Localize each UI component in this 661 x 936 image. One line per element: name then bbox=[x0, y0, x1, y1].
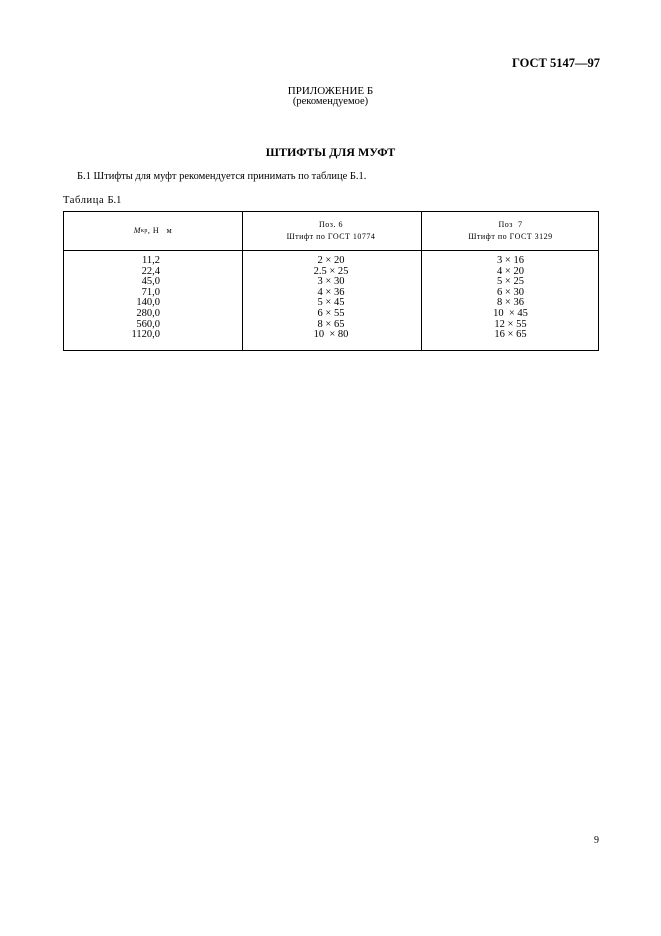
header-line: Штифт по ГОСТ 3129 bbox=[468, 232, 553, 241]
table-cell: 8 × 65 bbox=[317, 318, 345, 330]
torque-subscript: кр bbox=[140, 228, 148, 234]
page-number: 9 bbox=[594, 835, 599, 846]
table-caption-number: Б.1 bbox=[107, 195, 122, 206]
torque-column-header bbox=[64, 212, 242, 250]
table-caption bbox=[63, 195, 121, 206]
table-cell: 6 × 55 bbox=[317, 307, 345, 319]
section-heading: ШТИФТЫ ДЛЯ МУФТ bbox=[265, 145, 396, 159]
torque-values bbox=[64, 256, 242, 341]
header-line: Штифт по ГОСТ 10774 bbox=[286, 232, 376, 241]
table-cell: 10 × 45 bbox=[493, 307, 528, 319]
appendix-title: ПРИЛОЖЕНИЕ Б bbox=[287, 85, 374, 97]
torque-unit: , Н м bbox=[147, 226, 173, 235]
table-cell: 4 × 36 bbox=[317, 286, 345, 298]
pin-gost-3129-values bbox=[421, 256, 600, 341]
table-cell: 5 × 45 bbox=[317, 297, 345, 309]
table-cell: 3 × 30 bbox=[317, 276, 345, 288]
table-cell: 2.5 × 25 bbox=[313, 265, 349, 277]
table-cell: 11,2 bbox=[142, 255, 160, 266]
pin-gost-3129-column bbox=[421, 212, 600, 350]
table-cell: 4 × 20 bbox=[497, 265, 524, 277]
pin-gost-10774-header bbox=[242, 212, 420, 250]
table-cell: 16 × 65 bbox=[494, 329, 527, 341]
table-cell: 5 × 25 bbox=[497, 276, 524, 288]
header-line: Поз. 6 bbox=[319, 220, 343, 229]
table-cell: 10 × 80 bbox=[313, 329, 349, 341]
table-cell: 280,0 bbox=[136, 307, 160, 319]
appendix-note: (рекомендуемое) bbox=[292, 96, 369, 107]
pins-table bbox=[63, 211, 599, 351]
table-cell: 140,0 bbox=[136, 297, 160, 309]
table-cell: 560,0 bbox=[136, 318, 160, 330]
table-cell: 22,4 bbox=[141, 265, 160, 277]
table-cell: 45,0 bbox=[141, 276, 160, 288]
torque-symbol: M bbox=[133, 226, 141, 235]
torque-column bbox=[64, 212, 242, 350]
table-cell: 12 × 55 bbox=[494, 318, 527, 330]
table-cell: 71,0 bbox=[141, 286, 160, 298]
pin-gost-3129-header bbox=[421, 212, 600, 250]
pin-gost-10774-column bbox=[242, 212, 420, 350]
pin-gost-10774-values bbox=[242, 256, 420, 341]
table-caption-word: Таблица bbox=[63, 195, 105, 206]
table-cell: 3 × 16 bbox=[497, 255, 524, 266]
table-cell: 8 × 36 bbox=[497, 297, 524, 309]
header-line: Поз 7 bbox=[498, 220, 523, 229]
table-cell: 2 × 20 bbox=[317, 255, 345, 266]
document-code: ГОСТ 5147—97 bbox=[511, 56, 600, 70]
table-cell: 6 × 30 bbox=[497, 286, 524, 298]
paragraph-b1: Б.1 Штифты для муфт рекомендуется принимать по таблице Б.1. bbox=[77, 171, 367, 182]
table-cell: 1120,0 bbox=[131, 329, 160, 341]
